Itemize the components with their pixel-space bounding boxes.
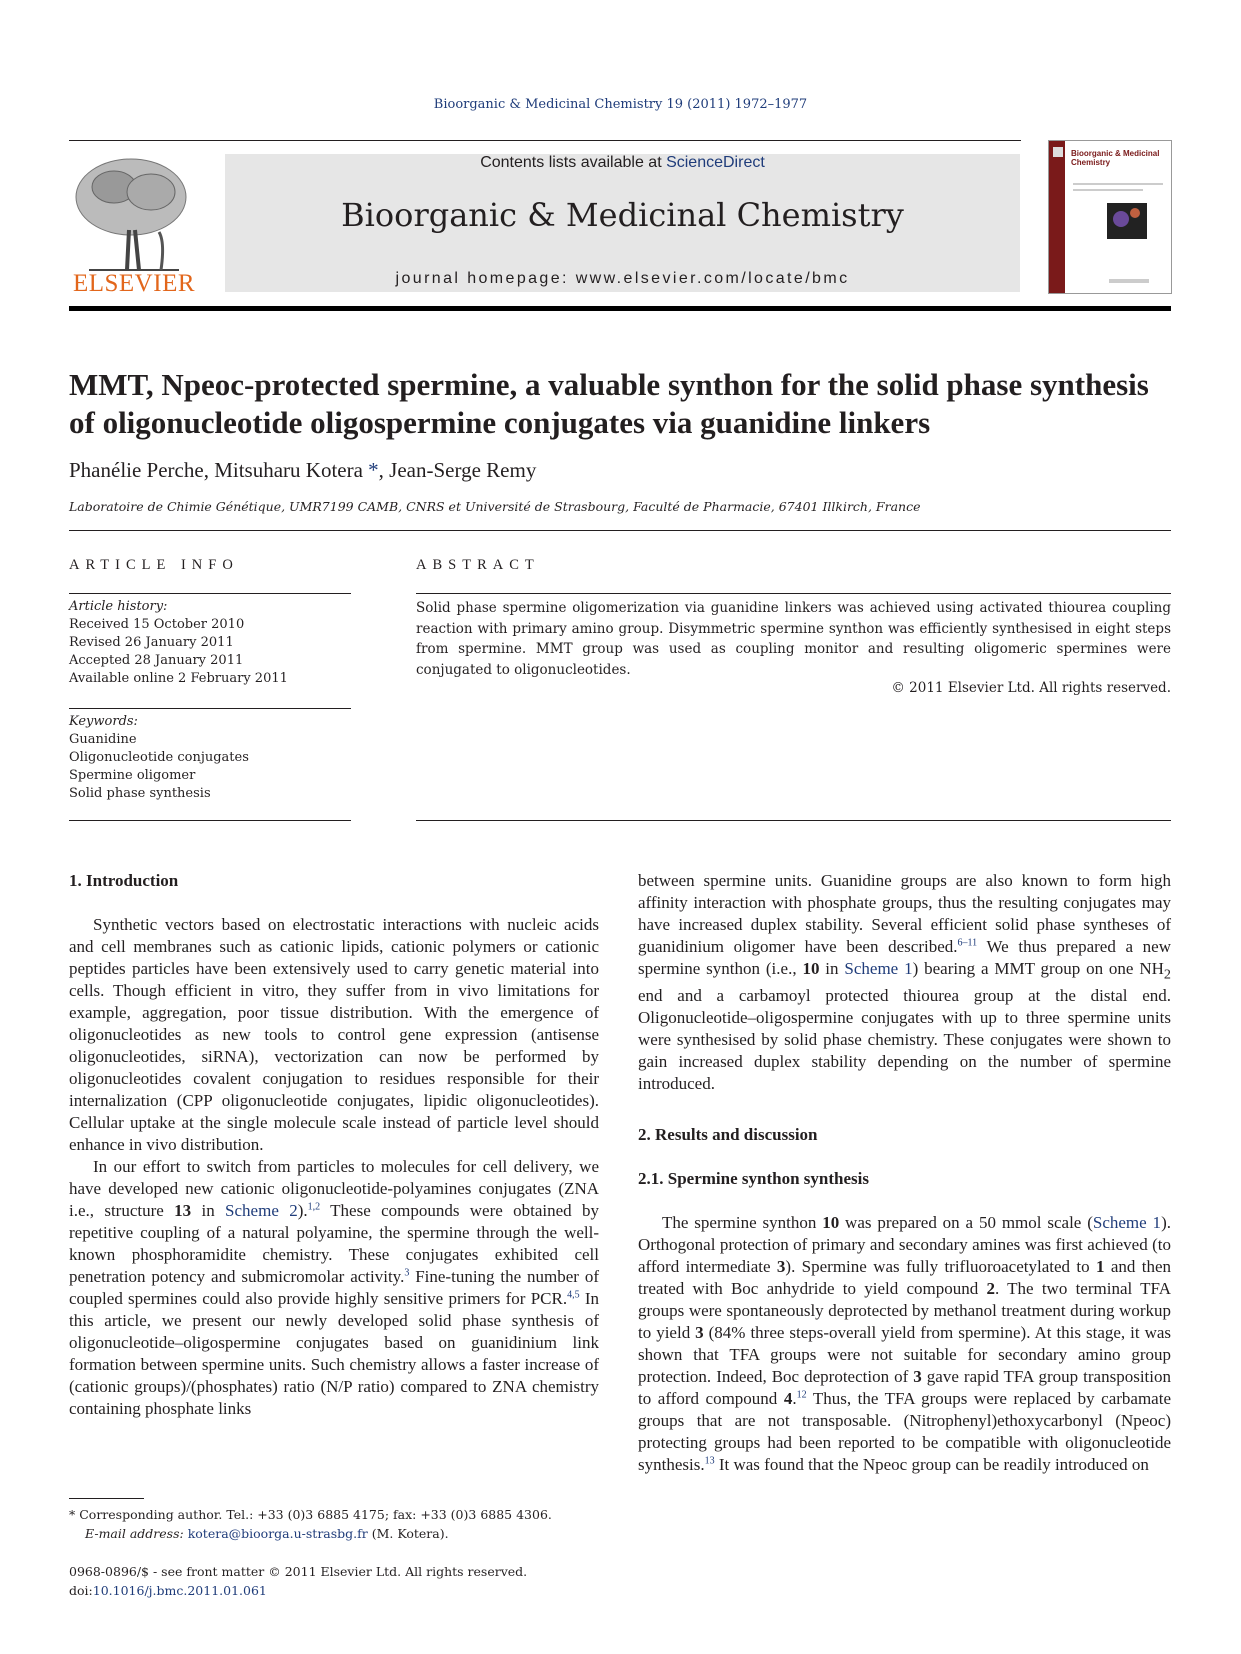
keywords-rule (69, 708, 351, 709)
abstract-copyright: © 2011 Elsevier Ltd. All rights reserved. (891, 680, 1171, 696)
text-run: Thus, the TFA groups were replaced by carbamate groups that are not transposable. (Nitrophenyl)ethoxycarbonyl (Npeoc) protecting groups had been reported to be compatible with oligonucleotide synthesis. (638, 1389, 1171, 1475)
citation-ref[interactable]: 1,2 (307, 1201, 321, 1213)
article-title: MMT, Npeoc-protected spermine, a valuable synthon for the solid phase synthesis of oligonucleotide oligospermine conjugates via guanidine linkers (69, 367, 1149, 440)
header-thick-rule (69, 306, 1171, 311)
text-run: end and a carbamoyl protected thiourea group at the distal end. Oligonucleotide–oligospermine conjugates with up to three spermine units were synthesised by solid phase chemistry. These conjugates were shown to gain increased duplex stability depending on the number of spermine introduced. (638, 986, 1171, 1094)
text-run: . The two terminal TFA groups were spontaneously deprotected by methanol treatment during workup to yield (638, 1279, 1171, 1343)
keywords-label: Keywords: (69, 714, 138, 729)
citation-ref[interactable]: 13 (704, 1455, 715, 1467)
journal-name: Bioorganic & Medicinal Chemistry (341, 196, 904, 234)
intro-paragraph-1: Synthetic vectors based on electrostatic interactions with nucleic acids and cell membranes such as cationic lipids, cationic polymers or cationic peptides particles have been extensively used to carry genetic material into cells. Though efficient in vitro, they suffer from in vivo limitations for example, aggregation, poor tissue distribution. With the emergence of oligonucleotides as new tools to control gene expression (antisense oligonucleotides, siRNA), vectorization can now be performed by oligonucleotides covalent conjugation to residues responsible for their internalization (CPP oligonucleotide conjugates, lipidic oligonucleotides). Cellular uptake at the single molecule scale instead of particle level should enhance in vivo distribution. (69, 915, 599, 1154)
keyword-item: Guanidine (69, 732, 137, 747)
right-paragraph-1 (638, 870, 1171, 1095)
received-date: Received 15 October 2010 (69, 617, 245, 632)
text-run: and then treated with Boc anhydride to yield compound (638, 1257, 1171, 1299)
email-suffix: (M. Kotera). (367, 1526, 449, 1541)
text-run: ). Spermine was fully trifluoroacetylated to (785, 1257, 1096, 1277)
right-paragraph-2 (638, 1212, 1171, 1476)
authors-part1: Phanélie Perche, Mitsuharu Kotera (69, 458, 363, 482)
contents-line (225, 154, 1020, 172)
scheme-1-link[interactable]: Scheme 1 (844, 959, 913, 978)
text-run: These compounds were obtained by repetitive coupling of a natural polyamine, the spermine through the well-known phosphoramidite chemistry. These conjugates exhibited cell penetration potency and submicromolar activity. (69, 1201, 599, 1286)
subsection-spermine-heading: 2.1. Spermine synthon synthesis (638, 1169, 869, 1189)
footnote-rule (69, 1498, 144, 1499)
section-introduction-heading: 1. Introduction (69, 871, 179, 890)
compound-ref: 3 (913, 1367, 922, 1387)
compound-ref: 3 (695, 1323, 704, 1343)
article-info-rule (69, 593, 351, 594)
text-run: In this article, we present our newly developed solid phase synthesis of oligonucleotide–oligospermine conjugates based on guanidinium link formation between spermine units. Such chemistry allows a faster increase of (cationic groups)/(phosphates) ratio (N/P ratio) compared to ZNA chemistry containing phosphate links (69, 1289, 599, 1418)
online-date: Available online 2 February 2011 (69, 671, 288, 686)
text-run: in (191, 1201, 226, 1220)
abstract-bottom-rule (416, 820, 1171, 821)
abstract-heading: ABSTRACT (416, 557, 540, 573)
elsevier-wordmark[interactable]: ELSEVIER (72, 270, 196, 297)
citation-ref[interactable]: 3 (404, 1267, 410, 1279)
doi-label: doi: (69, 1583, 93, 1598)
keyword-item: Oligonucleotide conjugates (69, 750, 249, 765)
history-label: Article history: (69, 599, 168, 614)
text-run: The spermine synthon (662, 1213, 823, 1233)
compound-ref: 10 (802, 959, 820, 978)
right-column (638, 870, 1171, 1476)
keywords (69, 713, 351, 803)
text-run: (84% three steps-overall yield from spermine). At this stage, it was shown that TFA groups were not suitable for secondary amino group protection. Indeed, Boc deprotection of (638, 1323, 1172, 1387)
keyword-item: Spermine oligomer (69, 768, 196, 783)
authors (69, 458, 536, 483)
corresponding-author-note: * Corresponding author. Tel.: +33 (0)3 6885 4175; fax: +33 (0)3 6885 4306. (69, 1507, 552, 1522)
text-run: ). (297, 1201, 308, 1220)
compound-ref: 13 (174, 1201, 192, 1220)
text-run: ) bearing a MMT group on one NH (912, 959, 1164, 978)
text-run: ). Orthogonal protection of primary and secondary amines was first achieved (to afford intermediate (638, 1213, 1171, 1277)
scheme-1-link[interactable]: Scheme 1 (1092, 1213, 1162, 1233)
contents-prefix: Contents lists available at (480, 154, 667, 171)
homepage-link[interactable]: www.elsevier.com/locate/bmc (575, 270, 850, 287)
corresponding-author-mark[interactable]: * (362, 458, 379, 482)
citation-ref[interactable]: 6–11 (957, 937, 978, 949)
text-run: It was found that the Npeoc group can be readily introduced on (714, 1455, 1149, 1475)
authors-part2: , Jean-Serge Remy (378, 458, 537, 482)
sciencedirect-link[interactable]: ScienceDirect (666, 154, 765, 171)
intro-paragraph-2 (69, 1156, 599, 1420)
issn-line: 0968-0896/$ - see front matter © 2011 Elsevier Ltd. All rights reserved. (69, 1564, 528, 1579)
text-run: . (792, 1389, 797, 1409)
email-link[interactable]: kotera@bioorga.u-strasbg.fr (187, 1526, 368, 1541)
text-run: Fine-tuning the number of coupled spermines could also provide highly sensitive primers for PCR. (69, 1267, 599, 1308)
section-results-heading: 2. Results and discussion (638, 1125, 818, 1145)
revised-date: Revised 26 January 2011 (69, 635, 234, 650)
keyword-item: Solid phase synthesis (69, 786, 211, 801)
subscript: 2 (1163, 966, 1171, 983)
compound-ref: 2 (986, 1279, 995, 1299)
abstract-text: Solid phase spermine oligomerization via guanidine linkers was achieved using activated thiourea coupling reaction with primary amino group. Disymmetric spermine synthon was efficiently synthesised in eight steps from spermine. MMT group was used as coupling monitor and resulting oligomeric spermines were conjugated to oligonucleotides. (416, 600, 1171, 678)
cover-title: Bioorganic & Medicinal Chemistry (1071, 149, 1160, 167)
text-run: between spermine units. Guanidine groups are also known to form high affinity interaction with phosphate groups, thus the resulting conjugates may have increased duplex stability. Several efficient solid phase syntheses of guanidinium oligomer have been described. (638, 871, 1171, 956)
email-label: E-mail address: (85, 1526, 188, 1541)
accepted-date: Accepted 28 January 2011 (69, 653, 244, 668)
homepage-prefix: journal homepage: (395, 270, 576, 287)
citation-ref[interactable]: 12 (796, 1389, 807, 1401)
journal-citation[interactable]: Bioorganic & Medicinal Chemistry 19 (2011) 1972–1977 (433, 97, 808, 112)
email-line (69, 1524, 629, 1543)
article-info-bottom-rule (69, 820, 351, 821)
page-footer (69, 1562, 629, 1600)
text-run: was prepared on a 50 mmol scale ( (839, 1213, 1093, 1233)
compound-ref: 1 (1095, 1257, 1105, 1277)
affiliation: Laboratoire de Chimie Génétique, UMR7199 CAMB, CNRS et Université de Strasbourg, Faculté de Pharmacie, 67401 Illkirch, France (69, 499, 921, 514)
compound-ref: 3 (776, 1257, 786, 1277)
journal-homepage (225, 270, 1020, 288)
text-run: in (819, 959, 845, 978)
abstract-rule (416, 593, 1171, 594)
footnote (69, 1505, 629, 1543)
compound-ref: 10 (822, 1213, 840, 1233)
citation-ref[interactable]: 4,5 (567, 1289, 580, 1301)
scheme-2-link[interactable]: Scheme 2 (225, 1201, 298, 1220)
left-column (69, 870, 599, 1420)
doi-link[interactable]: 10.1016/j.bmc.2011.01.061 (92, 1583, 267, 1598)
text-run: In our effort to switch from particles to molecules for cell delivery, we have developed new cationic oligonucleotide-polyamines conjugates (ZNA i.e., structure (69, 1157, 599, 1220)
text-run: We thus prepared a new spermine synthon (i.e., (638, 937, 1171, 978)
compound-ref: 4 (783, 1389, 793, 1409)
header-rule (69, 140, 1021, 141)
article-history (69, 598, 351, 688)
text-run: gave rapid TFA group transposition to afford compound (638, 1367, 1171, 1409)
doi-line (69, 1581, 629, 1600)
affiliation-rule (69, 530, 1171, 531)
article-info-heading: ARTICLE INFO (69, 557, 239, 573)
journal-cover-thumbnail[interactable] (1048, 140, 1172, 294)
